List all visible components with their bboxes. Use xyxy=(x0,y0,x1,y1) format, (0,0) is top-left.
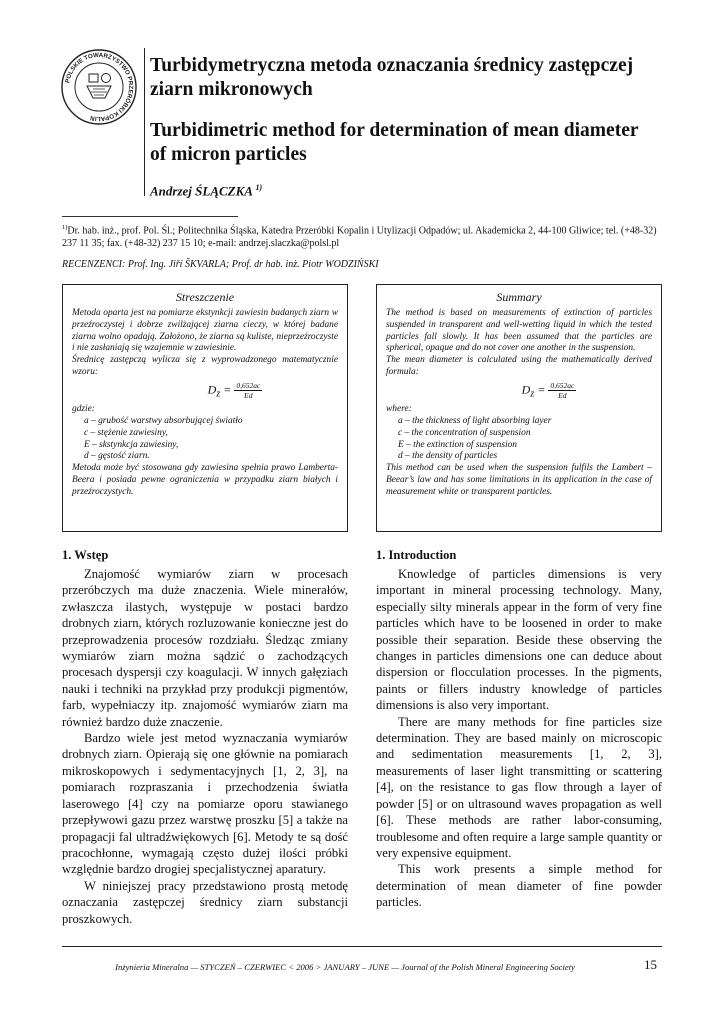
footnote-mark: 1) xyxy=(62,224,68,231)
abstract-paragraph: Metoda oparta jest na pomiarze ekstynkcji zawiesin badanych ziarn w przeźroczystej i dobrze zwilżającej ziarna cieczy, w której badane ziarna wolno opadają. Założono, że ziarna są kuliste, nieprzeźroczyste i nie zasłaniają się wzajemnie w zawiesinie. xyxy=(72,308,338,354)
author-name: Andrzej ŚLĄCZKA xyxy=(150,183,253,199)
abstract-polish xyxy=(62,284,348,532)
journal-footer: Inżynieria Mineralna — STYCZEŃ – CZERWIEC < 2006 > JANUARY – JUNE — Journal of the Polish Mineral Engineering Society xyxy=(115,962,575,972)
abstract-heading: Summary xyxy=(496,290,542,304)
definition-item: a – the thickness of light absorbing layer xyxy=(398,416,552,427)
body-paragraph: Knowledge of particles dimensions is very important in mineral processing technology. Many, especially silty minerals appear in the form of very fine particles which have to be loosened in order to make possible their separation. Beside these observing the changes in particles dimensions one can deduce about dispersion or flocculation processes. In the pigments, paints or fillers industry knowledge of particles dimensions is also very important. xyxy=(376,567,662,713)
body-paragraph: Znajomość wymiarów ziarn w procesach przeróbczych ma duże znaczenia. Wiele minerałów, zwłaszcza ilastych, występuje w postaci bardzo drobnych ziarn, których rozluzowanie konieczne jest do przeprowadzenia procesów rozdziału. Śledząc zmiany wymiarów ziarn można sądzić o zachodzących procesach dyspersji czy koagulacji. W innych gałęziach nauki i techniki na przykład przy produkcji pigmentów, farb, wypełniaczy itp. znajomość wymiarów ziarn ma również bardzo duże znaczenie. xyxy=(62,567,348,729)
body-paragraph: This work presents a simple method for determination of mean diameter of fine powder particles. xyxy=(376,862,662,910)
definition-item: d – the density of particles xyxy=(398,451,498,462)
abstract-paragraph: This method can be used when the suspension fulfils the Lambert – Beear’s law and has some limitations in its application in the case of measurement white or transparent particles. xyxy=(386,463,652,497)
introduction-english xyxy=(376,566,662,911)
page-number: 15 xyxy=(644,957,657,972)
abstract-paragraph: Średnicę zastępczą wylicza się z wyprowadzonego matematycznie wzoru: xyxy=(72,355,338,377)
author xyxy=(150,183,262,199)
formula-fraction: $\frac{0,652ac}{Ed}$ xyxy=(550,380,575,400)
definition-item: E – the extinction of suspension xyxy=(398,439,517,450)
author-affiliation-footnote xyxy=(62,221,662,250)
reviewers: RECENZENCI: Prof. Ing. Jiří ŠKVARLA; Prof. dr hab. inż. Piotr WODZIŃSKI xyxy=(62,259,379,270)
svg-text:POLSKIE TOWARZYSTWO PRZERÓBKI: POLSKIE TOWARZYSTWO PRZERÓBKI KOPALIN xyxy=(64,51,135,123)
abstract-heading: Streszczenie xyxy=(175,290,235,304)
body-paragraph: Bardzo wiele jest metod wyznaczania wymiarów drobnych ziarn. Opierają się one głównie na pomiarach mikroskopowych i sedymentacyjnych [1, 2, 3], na pomiarach rozpraszania i przechodzenia światła laserowego [4] czy na pomiarze oporu stawianego przepływowi gazu przez warstwę proszku [5] a także na propagacji fal ultradźwiękowych [6]. Metody te są dość pracochłonne, wymagają często dużej ilości próbki względnie bardzo drogiej specjalistycznej aparatury. xyxy=(62,731,348,877)
title-divider-line xyxy=(144,48,145,196)
abstract-paragraph: The method is based on measurements of extinction of particles suspended in transparent and well-wetting liquid in which the tested particles fall slowly. It has been assumed that the particles are spherical, opaque and do not cover one another in the suspension. xyxy=(386,308,652,354)
formula: $D_z$ = $\frac{0,652ac}{Ed}$ xyxy=(521,380,575,400)
where-label: gdzie: xyxy=(72,404,95,415)
formula-fraction: $\frac{0,652ac}{Ed}$ xyxy=(236,380,261,400)
footnote-rule xyxy=(62,216,238,217)
body-paragraph: W niniejszej pracy przedstawiono prostą metodę oznaczania zastępczej średnicy ziarn substancji proszkowych. xyxy=(62,878,348,926)
definition-item: d – gęstość ziarn. xyxy=(84,451,150,462)
society-logo xyxy=(60,48,138,126)
definition-item: c – the concentration of suspension xyxy=(398,427,531,438)
abstract-english xyxy=(376,284,662,532)
definition-item: a – grubość warstwy absorbującej światło xyxy=(84,416,243,427)
introduction-polish xyxy=(62,566,348,927)
body-paragraph: There are many methods for fine particles size determination. They are based mainly on microscopic and sedimentation measurements [1, 2, 3], measurements of laser light transmitting or scattering [4], on the resistance to gas flow through a layer of powder [5] or on ultrasound waves propagation as well [6]. These methods are rather labor-consuming, troublesome and often require a large sample quantity or very expensive equipment. xyxy=(376,714,662,860)
definition-item: E – skstynkcja zawiesiny, xyxy=(84,439,179,450)
section-heading-english: 1. Introduction xyxy=(376,548,457,562)
where-label: where: xyxy=(386,404,412,415)
footer-rule xyxy=(62,946,662,947)
abstract-paragraph: The mean diameter is calculated using the mathematically derived formula: xyxy=(386,355,652,377)
abstract-paragraph: Metoda może być stosowana gdy zawiesina spełnia prawo Lamberta-Beera i posiada pewne ograniczenia w przypadku ziarn białych i przeźroczystych. xyxy=(72,463,338,497)
author-footnote-mark: 1) xyxy=(255,183,263,192)
title-polish: Turbidymetryczna metoda oznaczania średnicy zastępczej ziarn mikronowych xyxy=(150,55,634,100)
definition-item: c – stężenie zawiesiny, xyxy=(84,427,168,438)
title-english: Turbidimetric method for determination of mean diameter of micron particles xyxy=(150,120,639,165)
formula: $D_z$ = $\frac{0,652ac}{Ed}$ xyxy=(207,380,261,400)
footnote-text: Dr. hab. inż., prof. Pol. Śl.; Politechnika Śląska, Katedra Przeróbki Kopalin i Utylizacji Odpadów; ul. Akademicka 2, 44-100 Gliwice; tel. (+48-32) 237 11 35; fax. (+48-32) 237 15 10; e-mail: andrzej.slaczka@polsl.pl xyxy=(62,225,657,250)
section-heading-polish: 1. Wstęp xyxy=(62,548,109,562)
